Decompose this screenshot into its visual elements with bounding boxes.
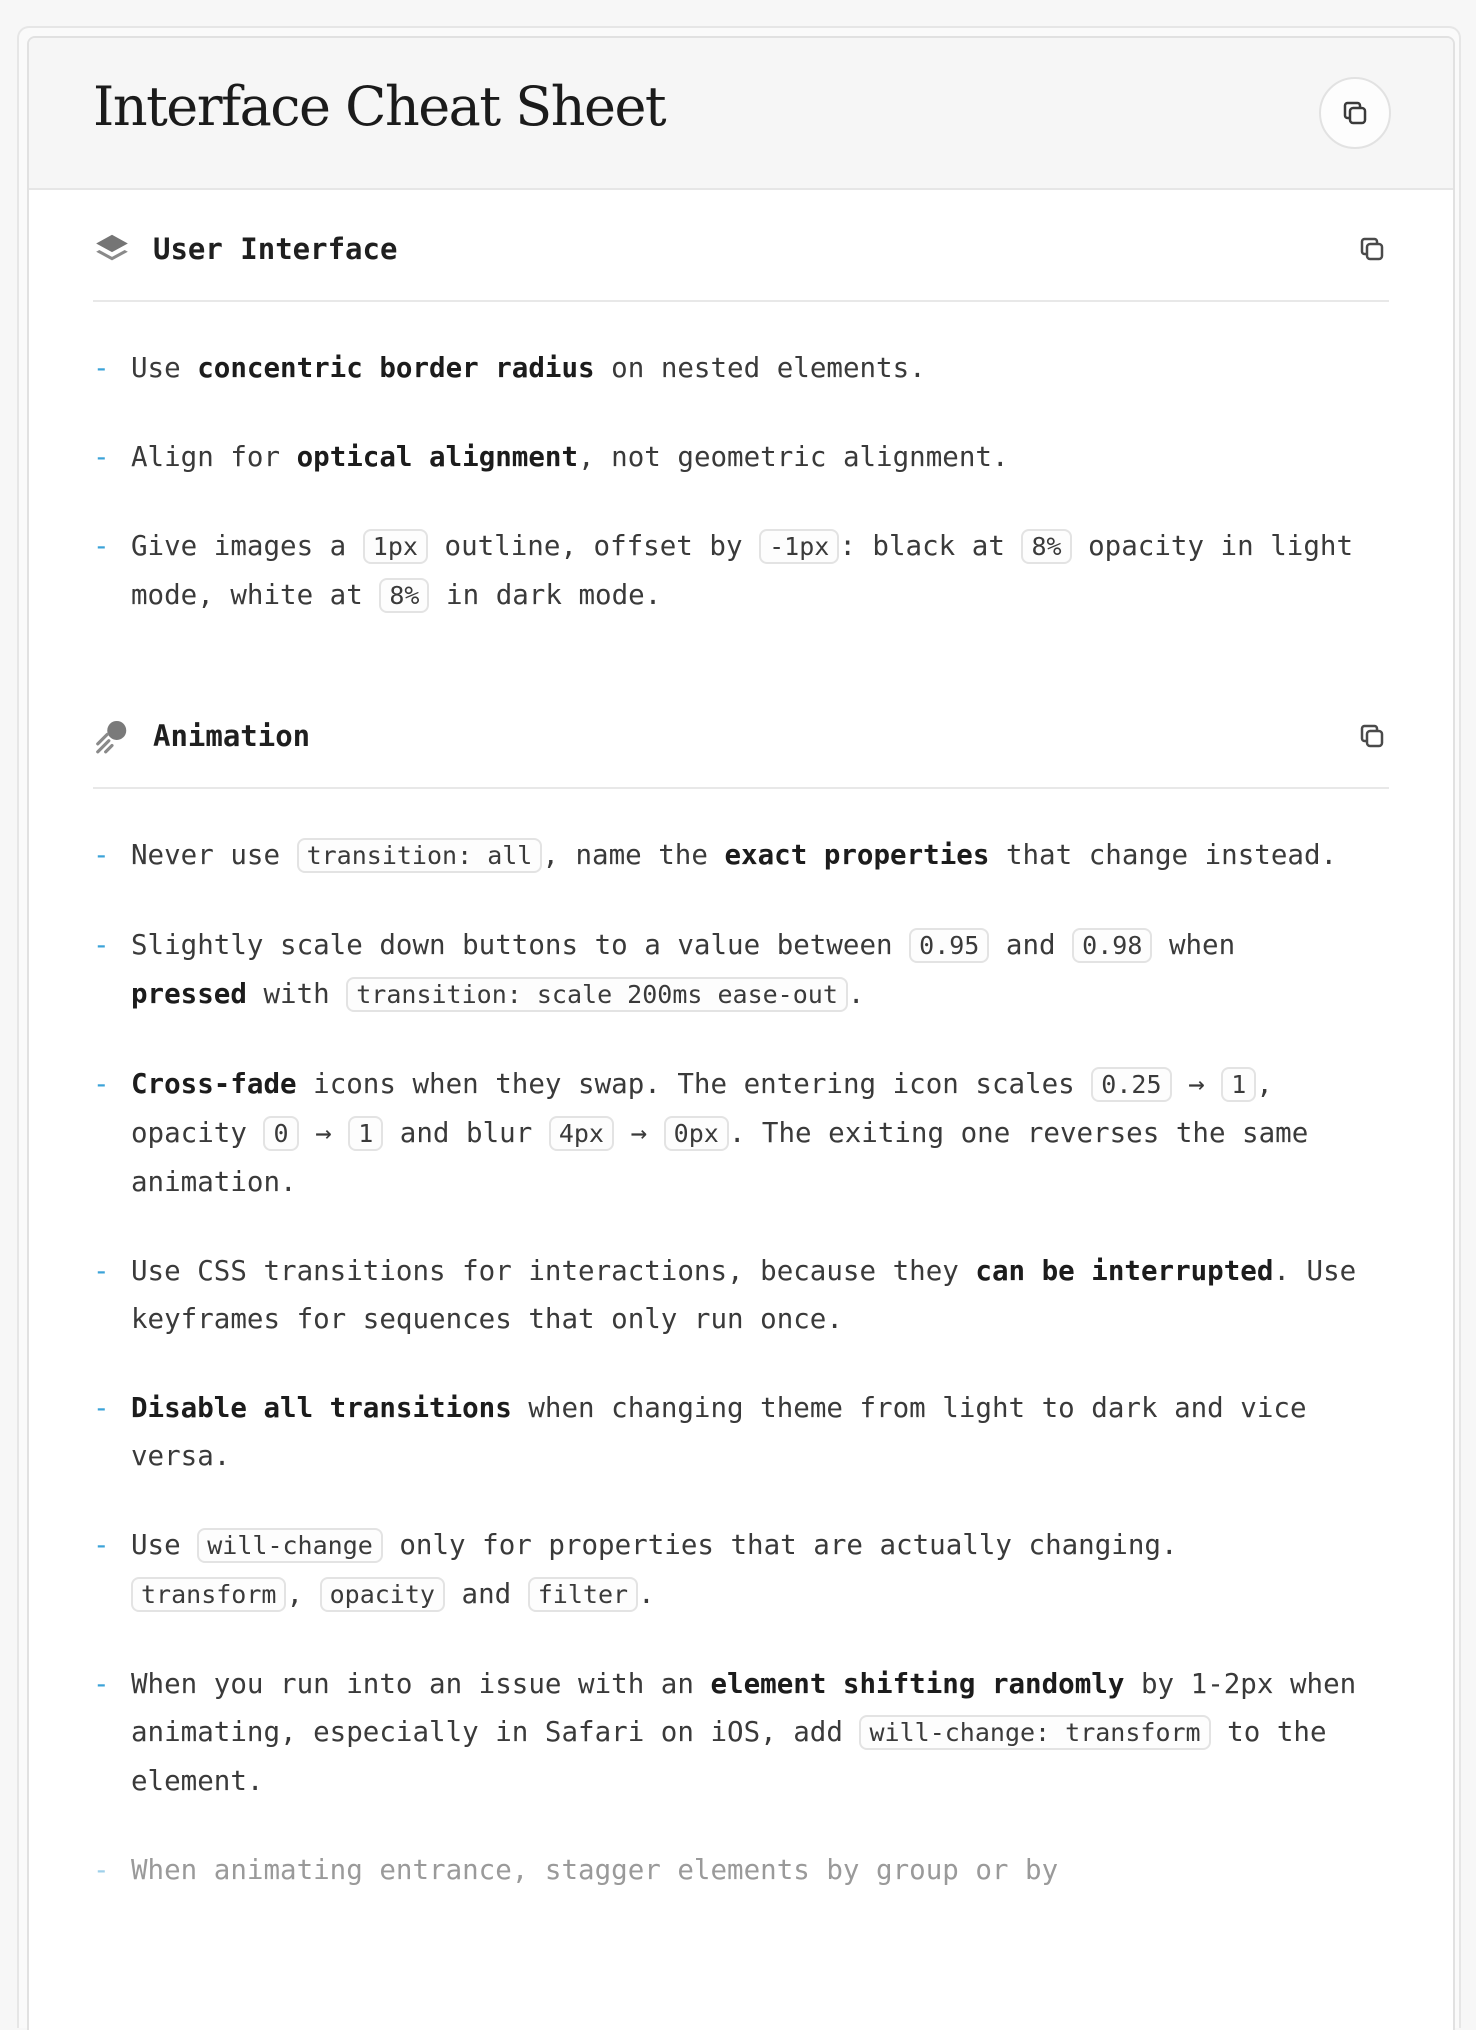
rule-text: when xyxy=(1152,929,1236,961)
rule-text: on nested elements. xyxy=(594,352,926,384)
rule-text: Use CSS transitions for interactions, because they xyxy=(131,1255,976,1287)
rule-text: : black at xyxy=(839,530,1022,562)
copy-section-button[interactable] xyxy=(1355,232,1389,266)
rule-item xyxy=(93,1660,1361,1805)
rule-text: . The exiting one reverses the same animation. xyxy=(131,1117,1309,1198)
rule-text: , not geometric alignment. xyxy=(578,441,1009,473)
rule-text: . xyxy=(638,1578,655,1610)
rule-emphasis: can be interrupted xyxy=(975,1255,1274,1287)
rule-emphasis: exact properties xyxy=(724,839,990,871)
rule-item xyxy=(93,1060,1361,1206)
rule-text: and xyxy=(989,929,1073,961)
rule-item xyxy=(93,1384,1361,1480)
rule-item xyxy=(93,344,1361,392)
section-header xyxy=(93,200,1389,302)
rule-emphasis: concentric border radius xyxy=(197,352,595,384)
rule-text: in dark mode. xyxy=(429,579,662,611)
rule-text: Never use xyxy=(131,839,297,871)
inline-code: 8% xyxy=(379,578,429,613)
rule-emphasis: optical alignment xyxy=(296,441,579,473)
rule-text: . Use keyframes for sequences that only run once. xyxy=(131,1255,1357,1335)
inline-code: 0px xyxy=(664,1116,729,1151)
rule-text: with xyxy=(246,978,347,1010)
rule-text: by 1-2px when animating, especially in Safari on iOS, add xyxy=(131,1668,1357,1748)
rule-text: . xyxy=(847,978,865,1010)
rule-text: Give images a xyxy=(131,530,363,562)
inline-code: opacity xyxy=(320,1577,445,1612)
rule-text: → xyxy=(1171,1068,1222,1100)
cheat-sheet-card xyxy=(27,36,1455,2030)
card-header xyxy=(29,38,1453,190)
inline-code: filter xyxy=(528,1577,638,1612)
rule-item xyxy=(93,1247,1361,1343)
inline-code: will-change xyxy=(197,1528,383,1563)
rule-text: , opacity xyxy=(131,1068,1273,1149)
copy-icon xyxy=(1357,721,1387,751)
section-animation xyxy=(29,687,1453,1894)
rule-emphasis: Cross-fade xyxy=(131,1068,297,1100)
rule-item xyxy=(93,522,1361,620)
rule-text: → xyxy=(613,1117,664,1149)
inline-code: transition: all xyxy=(297,838,543,873)
rule-text: and blur xyxy=(383,1117,549,1149)
inline-code: 4px xyxy=(549,1116,614,1151)
copy-all-button[interactable] xyxy=(1319,77,1391,149)
inline-code: 0.95 xyxy=(909,928,989,963)
copy-icon xyxy=(1340,98,1370,128)
rule-text: to the element. xyxy=(131,1716,1327,1797)
rule-item xyxy=(93,921,1361,1019)
rule-emphasis: element shifting randomly xyxy=(710,1668,1125,1700)
rule-list xyxy=(93,302,1389,620)
rule-text: when changing theme from light to dark and vice versa. xyxy=(131,1392,1307,1472)
rule-text: and xyxy=(444,1578,528,1610)
inline-code: will-change: transform xyxy=(859,1715,1210,1750)
page-frame xyxy=(17,26,1461,2028)
layers-icon xyxy=(93,230,131,268)
rule-emphasis: pressed xyxy=(131,978,247,1010)
inline-code: 0.98 xyxy=(1072,928,1152,963)
rule-emphasis: Disable all transitions xyxy=(131,1392,512,1424)
comet-icon xyxy=(93,717,131,755)
rule-list xyxy=(93,789,1389,1894)
rule-text: → xyxy=(298,1117,349,1149)
rule-item xyxy=(93,433,1361,481)
rule-text: opacity in light mode, white at xyxy=(131,530,1354,611)
inline-code: transition: scale 200ms ease-out xyxy=(346,977,848,1012)
inline-code: 0.25 xyxy=(1091,1067,1171,1102)
section-user-interface xyxy=(29,200,1453,620)
section-header xyxy=(93,687,1389,789)
inline-code: 1px xyxy=(363,529,428,564)
inline-code: 8% xyxy=(1021,529,1071,564)
rule-text: Use xyxy=(131,1529,198,1561)
inline-code: transform xyxy=(131,1577,286,1612)
rule-text: , name the xyxy=(542,839,725,871)
rule-item xyxy=(93,1521,1361,1619)
rule-text: When you run into an issue with an xyxy=(131,1668,711,1700)
rule-text: only for properties that are actually changing. xyxy=(382,1529,1178,1561)
rule-item xyxy=(93,831,1361,880)
inline-code: 0 xyxy=(263,1116,298,1151)
rule-text: Use xyxy=(131,352,198,384)
rule-text: Slightly scale down buttons to a value between xyxy=(131,929,910,961)
rule-text: outline, offset by xyxy=(427,530,760,562)
rule-text: , xyxy=(286,1578,320,1610)
copy-icon xyxy=(1357,234,1387,264)
section-title: Animation xyxy=(153,719,311,753)
rule-text: that change instead. xyxy=(989,839,1338,871)
page-title: Interface Cheat Sheet xyxy=(93,75,666,138)
rule-text: When animating entrance, stagger elements by group or by xyxy=(131,1854,1059,1886)
section-title: User Interface xyxy=(153,232,398,266)
rule-item xyxy=(93,1846,1361,1894)
rule-text: icons when they swap. The entering icon scales xyxy=(296,1068,1092,1100)
inline-code: 1 xyxy=(1221,1067,1256,1102)
inline-code: -1px xyxy=(759,529,839,564)
inline-code: 1 xyxy=(348,1116,383,1151)
rule-text: Align for xyxy=(131,441,297,473)
copy-section-button[interactable] xyxy=(1355,719,1389,753)
